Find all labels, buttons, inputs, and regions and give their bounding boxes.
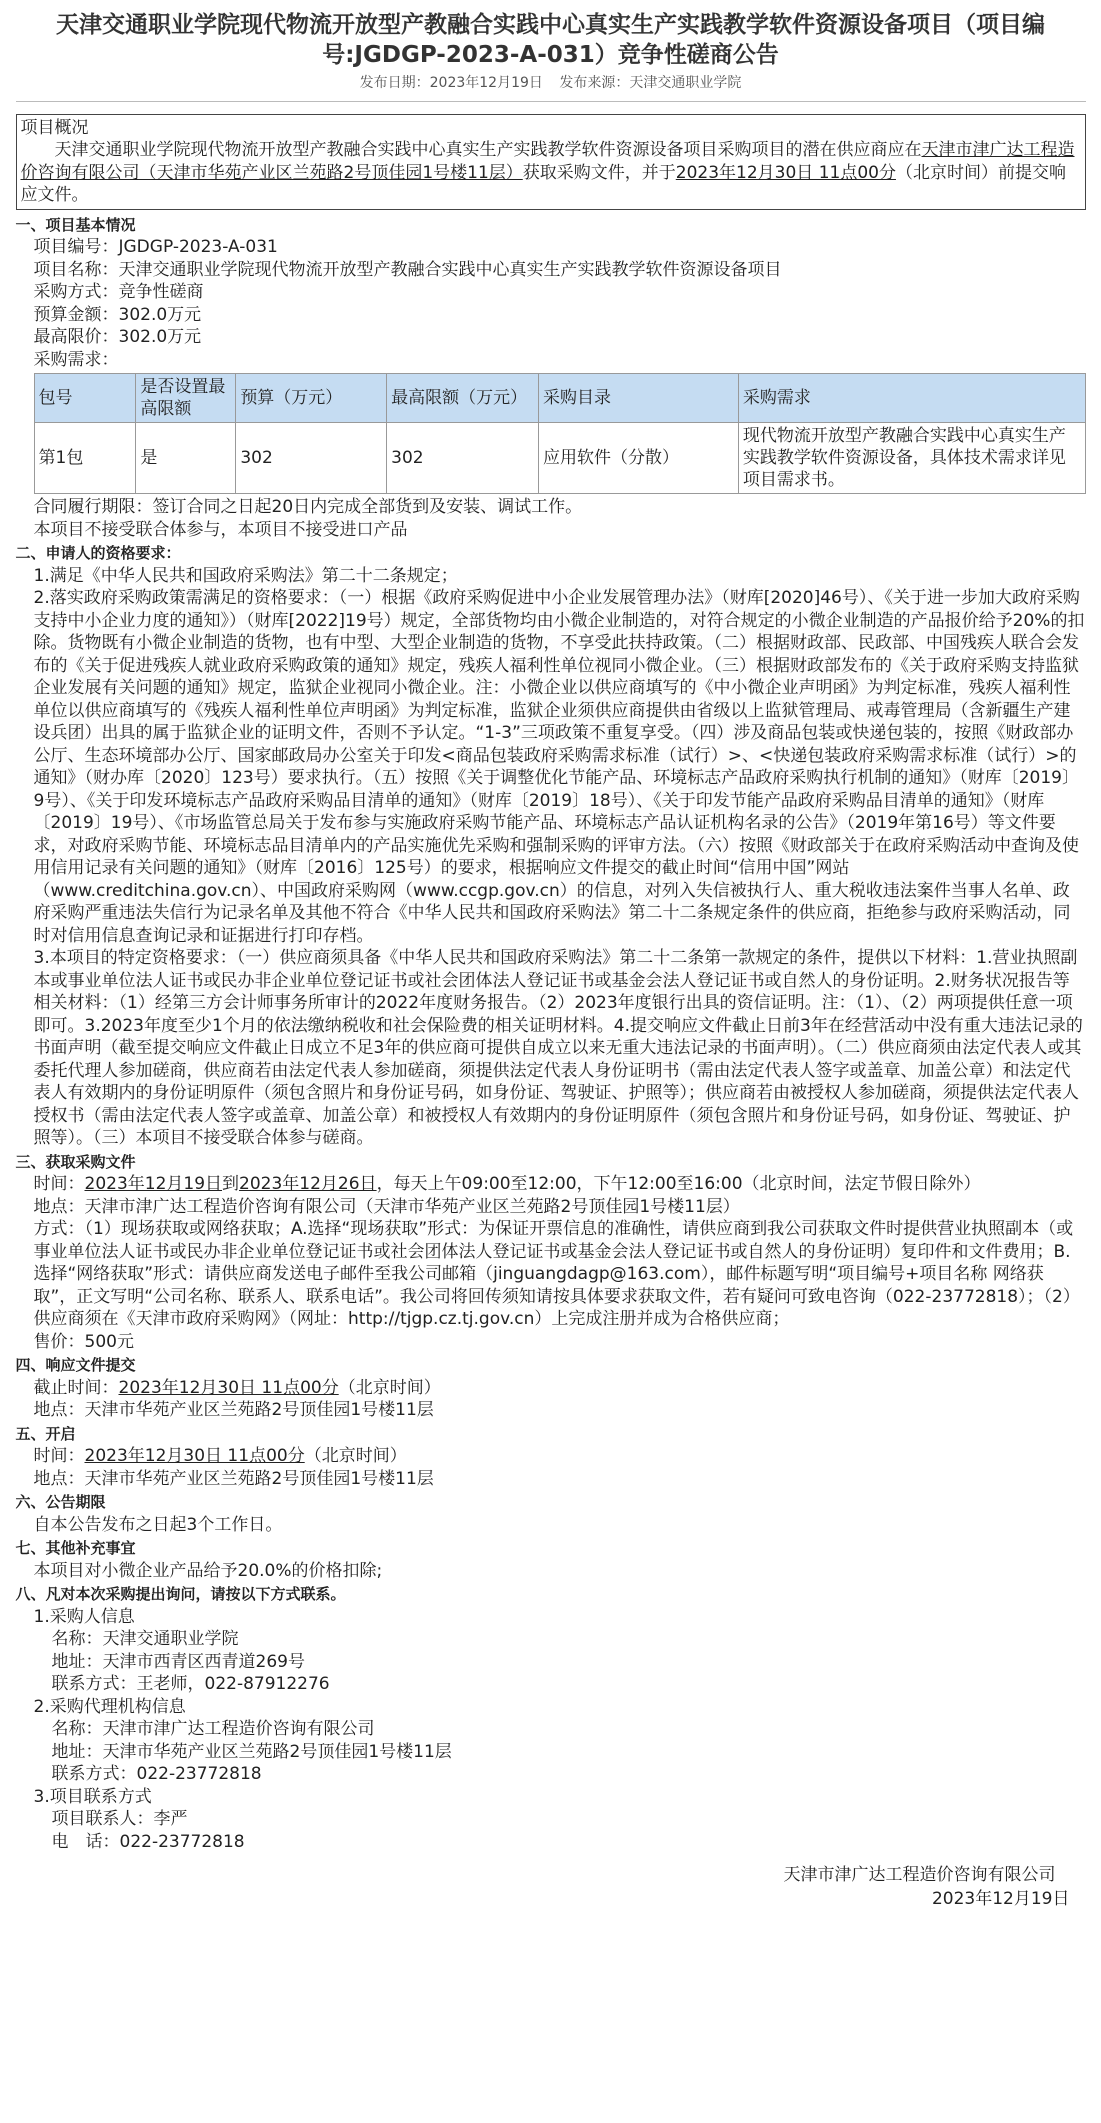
table-header-row (34, 374, 1085, 423)
opening-time-label: 时间： (33, 1446, 85, 1466)
procurement-method: 采购方式：竞争性磋商 (33, 282, 204, 302)
no-consortium-note: 本项目不接受联合体参与，本项目不接受进口产品 (33, 519, 408, 540)
col-header-package: 包号 (34, 374, 136, 423)
section-3-heading: 三、获取采购文件 (15, 1152, 136, 1171)
section-6-heading: 六、公告期限 (15, 1493, 106, 1511)
opening-time-suffix: （北京时间） (304, 1446, 407, 1466)
demand-label: 采购需求： (33, 349, 119, 370)
cell-budget: 302 (236, 423, 387, 494)
project-name: 项目名称：天津交通职业学院现代物流开放型产教融合实践中心真实生产实践教学软件资源设备项目 (33, 259, 782, 280)
project-number: 项目编号：JGDGP-2023-A-031 (33, 237, 278, 257)
overview-text-3: （北京时间）前提交响应文件。 (20, 162, 1066, 205)
col-header-max-limit: 是否设置最高限额 (136, 374, 236, 423)
purchaser-name: 名称：天津交通职业学院 (51, 1629, 239, 1649)
col-header-demand: 采购需求 (738, 374, 1085, 423)
supplementary-note: 本项目对小微企业产品给予20.0%的价格扣除; (33, 1560, 383, 1581)
acquire-time-end: 2023年12月26日 (239, 1174, 377, 1194)
submit-deadline-value: 2023年12月30日 11点00分 (118, 1377, 339, 1398)
acquire-time-to: 到 (222, 1174, 240, 1194)
qualification-2: 2.落实政府采购政策需满足的资格要求：（一）根据《政府采购促进中小企业发展管理办法》（财库[2020]46号）、《关于进一步加大政府采购支持中小企业力度的通知》）（财库[2022]19号）规定，全部货物均由小微企业制造的，对符合规定的小微企业制造的产品报价给予20%的扣除。货物既有小微企业制造的货物，也有中型、大型企业制造的货物，不享受此扶持政策。（二）根据财政部、民政部、中国残疾人联合会发布的《关于促进残疾人就业政府采购政策的通知》规定，残疾人福利性单位视同小微企业。（三）根据财政部发布的《关于政府采购支持监狱企业发展有关问题的通知》规定，监狱企业视同小微企业。注：小微企业以供应商填写的《中小微企业声明函》为判定标准，残疾人福利性单位以供应商填写的《残疾人福利性单位声明函》为判定标准，监狱企业须供应商提供由省级以上监狱管理局、戒毒管理局（含新疆生产建设兵团）出具的属于监狱企业的证明文件，否则不予认定。“1-3”三项政策不重复享受。（四）涉及商品包装或快递包装的，按照《财政部办公厅、生态环境部办公厅、国家邮政局办公室关于印发<商品包装政府采购需求标准（试行）>、<快递包装政府采购需求标准（试行）>的通知》（财办库〔2020〕123号）要求执行。（五）按照《关于调整优化节能产品、环境标志产品政府采购执行机制的通知》（财库〔2019〕9号）、《关于印发环境标志产品政府采购品目清单的通知》（财库〔2019〕18号）、《关于印发节能产品政府采购品目清单的通知》（财库〔2019〕19号）、《市场监管总局关于发布参与实施政府采购节能产品、环境标志产品认证机构名录的公告》（2019年第16号）等文件要求，对政府采购节能、环境标志品目清单内的产品实施优先采购和强制采购的评审方法。（六）按照《财政部关于在政府采购活动中查询及使用信用记录有关问题的通知》（财库〔2016〕125号）的要求，根据响应文件提交的截止时间“信用中国”网站（www.creditchina.gov.cn）、中国政府采购网（www.ccgp.gov.cn）的信息，对列入失信被执行人、重大税收违法案件当事人名单、政府采购严重违法失信行为记录名单及其他不符合《中华人民共和国政府采购法》第二十二条规定条件的供应商，拒绝参与政府采购活动，同时对信用信息查询记录和证据进行打印存档。 (33, 588, 1085, 946)
budget-amount: 预算金额：302.0万元 (33, 304, 202, 325)
section-1-heading: 一、项目基本情况 (15, 215, 136, 234)
publish-meta (16, 72, 1086, 95)
section-7-heading: 七、其他补充事宜 (15, 1539, 136, 1557)
max-price: 最高限价：302.0万元 (33, 327, 202, 347)
agency-address: 地址：天津市华苑产业区兰苑路2号顶佳园1号楼11层 (51, 1741, 452, 1762)
document-price: 售价：500元 (33, 1331, 134, 1352)
qualification-3: 3.本项目的特定资格要求：（一）供应商须具备《中华人民共和国政府采购法》第二十二条第一款规定的条件，提供以下材料：1.营业执照副本或事业单位法人证书或民办非企业单位登记证书或社会团体法人登记证书或基金会法人登记证书或自然人的身份证明。2.财务状况报告等相关材料：（1）经第三方会计师事务所审计的2022年度财务报告。（2）2023年度银行出具的资信证明。注：（1）、（2）两项提供任意一项即可。3.2023年度至少1个月的依法缴纳税收和社会保险费的相关证明材料。4.提交响应文件截止日前3年在经营活动中没有重大违法记录的书面声明（截至提交响应文件截止日成立不足3年的供应商可提供自成立以来无重大违法记录的书面声明）。（二）供应商须由法定代表人或其委托代理人参加磋商，供应商若由法定代表人参加磋商，须提供法定代表人身份证明书（需由法定代表人签字或盖章、加盖公章）和法定代表人有效期内的身份证明原件（须包含照片和身份证号码，如身份证、驾驶证、护照等）；供应商若由被授权人参加磋商，须提供法定代表人授权书（需由法定代表人签字或盖章、加盖公章）和被授权人有效期内的身份证明原件（须包含照片和身份证号码，如身份证、驾驶证、护照等）。（三）本项目不接受联合体参与磋商。 (33, 948, 1083, 1148)
purchaser-contact: 联系方式：王老师，022-87912276 (51, 1674, 330, 1694)
acquire-method: 方式：（1）现场获取或网络获取；A.选择“现场获取”形式：为保证开票信息的准确性，请供应商到我公司获取文件时提供营业执照副本（或事业单位法人证书或民办非企业单位登记证书或社会团体法人登记证书或基金会法人登记证书或自然人的身份证明）复印件和文件费用；B.选择“网络获取”形式：请供应商发送电子邮件至我公司邮箱（jinguangdagp@163.com），邮件标题写明“项目编号+项目名称 网络获取”，正文写明“公司名称、联系人、联系电话”。我公司将回传须知请按具体要求获取文件，若有疑问可致电咨询（022-23772818）；（2）供应商须在《天津市政府采购网》（网址：http://tjgp.cz.tj.gov.cn）上完成注册并成为合格供应商； (33, 1219, 1080, 1329)
overview-place: 天津市津广达工程造价咨询有限公司（天津市华苑产业区兰苑路2号顶佳园1号楼11层） (20, 140, 1075, 183)
title-divider (16, 101, 1086, 102)
opening-place: 地点：天津市华苑产业区兰苑路2号顶佳园1号楼11层 (33, 1468, 434, 1489)
section-2-heading: 二、申请人的资格要求： (15, 544, 181, 562)
publish-date: 发布日期：2023年12月19日 (359, 75, 543, 91)
cell-demand: 现代物流开放型产教融合实践中心真实生产实践教学软件资源设备，具体技术需求详见项目需求书。 (738, 423, 1085, 494)
submit-place: 地点：天津市华苑产业区兰苑路2号顶佳园1号楼11层 (33, 1400, 434, 1420)
signature-block (16, 1863, 1086, 1911)
agency-info-title: 2.采购代理机构信息 (33, 1696, 186, 1717)
overview-text (21, 139, 1081, 207)
purchaser-info-title: 1.采购人信息 (33, 1606, 135, 1627)
section-4-heading: 四、响应文件提交 (15, 1356, 136, 1374)
section-5-heading: 五、开启 (15, 1424, 76, 1443)
project-overview-box (16, 114, 1086, 210)
agency-name: 名称：天津市津广达工程造价咨询有限公司 (51, 1719, 375, 1739)
cell-package: 第1包 (34, 423, 136, 494)
submit-deadline (16, 1377, 1086, 1400)
signature-date: 2023年12月19日 (931, 1889, 1070, 1909)
announcement-period: 自本公告发布之日起3个工作日。 (33, 1514, 283, 1535)
acquire-time (16, 1173, 1086, 1196)
col-header-max-amount: 最高限额（万元） (387, 374, 539, 423)
project-contact-title: 3.项目联系方式 (33, 1786, 152, 1807)
overview-deadline: 2023年12月30日 11点00分 (675, 162, 896, 183)
signature-org: 天津市津广达工程造价咨询有限公司 (783, 1865, 1056, 1885)
opening-time (16, 1445, 1086, 1468)
acquire-place: 地点：天津市津广达工程造价咨询有限公司（天津市华苑产业区兰苑路2号顶佳园1号楼11层） (33, 1196, 740, 1217)
cell-max-amount: 302 (387, 423, 539, 494)
purchaser-address: 地址：天津市西青区西青道269号 (51, 1651, 305, 1672)
overview-text-1: 天津交通职业学院现代物流开放型产教融合实践中心真实生产实践教学软件资源设备项目采购项目的潜在供应商应在 (54, 140, 922, 160)
overview-label: 项目概况 (20, 117, 89, 138)
opening-time-value: 2023年12月30日 11点00分 (84, 1446, 305, 1466)
agency-contact: 联系方式：022-23772818 (51, 1764, 262, 1784)
submit-deadline-label: 截止时间： (33, 1377, 119, 1398)
qualification-1: 1.满足《中华人民共和国政府采购法》第二十二条规定； (33, 565, 458, 586)
submit-deadline-suffix: （北京时间） (338, 1377, 441, 1398)
cell-catalog: 应用软件（分散） (539, 423, 739, 494)
col-header-catalog: 采购目录 (539, 374, 739, 423)
page-title: 天津交通职业学院现代物流开放型产教融合实践中心真实生产实践教学软件资源设备项目（项目编号:JGDGP-2023-A-031）竞争性磋商公告 (56, 12, 1045, 68)
table-row (34, 423, 1085, 494)
acquire-time-rest: ，每天上午09:00至12:00，下午12:00至16:00（北京时间，法定节假日除外） (376, 1174, 981, 1194)
col-header-budget: 预算（万元） (236, 374, 387, 423)
project-contact-person: 项目联系人：李严 (51, 1809, 188, 1829)
publish-source: 发布来源：天津交通职业学院 (559, 75, 742, 91)
cell-max-limit: 是 (136, 423, 236, 494)
contract-period: 合同履行期限：签订合同之日起20日内完成全部货到及安装、调试工作。 (33, 497, 583, 517)
requirements-table (34, 373, 1086, 494)
announcement-page (16, 0, 1086, 1919)
acquire-time-label: 时间： (33, 1174, 85, 1194)
overview-text-2: 获取采购文件，并于 (522, 162, 676, 183)
section-8-heading: 八、凡对本次采购提出询问，请按以下方式联系。 (15, 1585, 346, 1603)
project-contact-phone: 电 话：022-23772818 (51, 1831, 245, 1852)
acquire-time-start: 2023年12月19日 (84, 1174, 223, 1194)
